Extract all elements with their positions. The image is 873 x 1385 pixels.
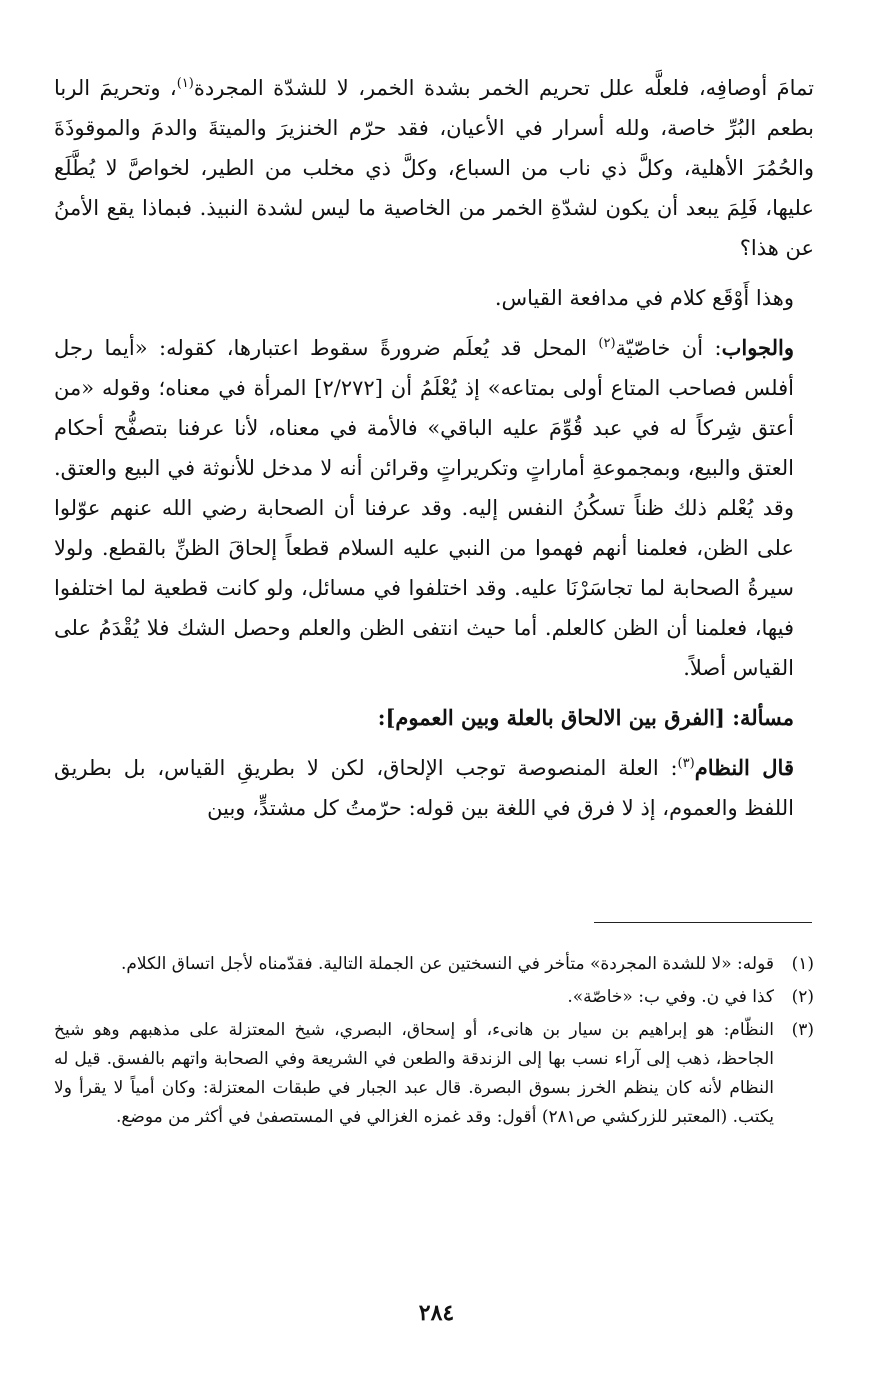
nazzam-lead: قال النظام: [694, 755, 794, 780]
footnote-number: (١): [791, 954, 814, 974]
main-text: [54, 68, 814, 828]
footnote-ref-1: (١): [176, 76, 194, 91]
paragraph-5: [54, 748, 814, 828]
footnote-text: كذا في ن. وفي ب: «خاصّة».: [567, 987, 774, 1007]
paragraph-1-text: تمامَ أوصافِه، فلعلَّه علل تحريم الخمر بشدة الخمر، لا للشدّة المجردة: [193, 76, 815, 100]
paragraph-1: [54, 68, 814, 268]
footnote-divider: [594, 922, 812, 923]
footnote-ref-2: (٢): [598, 336, 616, 351]
footnote-number: (٣): [791, 1020, 814, 1040]
footnote-text: قوله: «لا للشدة المجردة» متأخر في النسختين عن الجملة التالية. فقدّمناه لأجل اتساق الكلام.: [121, 954, 774, 974]
answer-lead: والجواب: [721, 335, 794, 360]
section-heading: [54, 698, 814, 738]
page-number: ٢٨٤: [418, 1300, 455, 1326]
issue-title: : [الفرق بين الالحاق بالعلة وبين العموم]:: [377, 705, 740, 730]
footnote-text: النظّام: هو إبراهيم بن سيار بن هانىء، أو إسحاق، البصري، شيخ المعتزلة على مذهبهم وهو شيخ الجاحظ، ذهب إلى آراء نسب بها إلى الزندقة والطعن في الشريعة وفي الصحابة واتهم بالفسق. قيل له النظام لأنه كان ينظم الخرز بسوق البصرة. قال عبد الجبار في طبقات المعتزلة: وكان أمياً لا يقرأ ولا يكتب. (المعتبر للزركشي ص٢٨١) أقول: وقد غمزه الغزالي في المستصفىٰ في أكثر من موضع.: [54, 1020, 774, 1127]
paragraph-1-tail: ، وتحريمَ الربا بطعم البُرِّ خاصة، ولله أسرار في الأعيان، فقد حرّم الخنزيرَ والميتةَ والدمَ والموقوذَةَ والحُمُرَ الأهلية، وكلَّ ذي ناب من السباع، وكلَّ ذي مخلب من الطير، لخواصَّ لا يُطَّلَع عليها، فَلِمَ يبعد أن يكون لشدّةِ الخمر من الخاصية ما ليس لشدة النبيذ. فبماذا يقع الأمنُ عن هذا؟: [54, 76, 814, 260]
footnotes: [54, 950, 814, 1136]
footnote-3: [54, 1016, 814, 1132]
paragraph-3-text-b: المحل قد يُعلَم ضرورةً سقوط اعتبارها، كقوله: «أيما رجل أفلس فصاحب المتاع أولى بمتاعه» إذ يُعْلَمُ أن [٢/٢٧٢] المرأة في معناه؛ وقوله «من أعتق شِركاً له في عبد قُوِّمَ عليه الباقي» فالأمة في معناه، لأنا عرفنا بتصفُّح أحكام العتق والبيع، وبمجموعةِ أماراتٍ وتكريراتٍ وقرائن أنه لا مدخل للأنوثة في البيع والعتق. وقد يُعْلم ذلك ظناً تسكُنُ النفس إليه. وقد عرفنا أن الصحابة رضي الله عنهم عوّلوا على الظن، فعلمنا أنهم فهموا من النبي عليه السلام قطعاً إلحاقَ الظنِّ بالقطع. ولولا سيرةُ الصحابة لما تجاسَرْنَا عليه. وقد اختلفوا في مسائل، ولو كانت قطعية لما اختلفوا فيها، فعلمنا أن الظن كالعلم. أما حيث انتفى الظن والعلم وحصل الشك فلا يُقْدَمُ على القياس أصلاً.: [54, 336, 794, 680]
paragraph-5-text: : العلة المنصوصة توجب الإلحاق، لكن لا بطريقِ القياس، بل بطريق اللفظ والعموم، إذ لا فرق في اللغة بين قوله: حرّمتُ كل مشتدٍّ، وبين: [54, 756, 794, 820]
paragraph-3-text-a: : أن خاصّيّة: [615, 336, 722, 360]
paragraph-2-text: وهذا أَوْقَع كلام في مدافعة القياس.: [494, 286, 794, 310]
footnote-2: [54, 983, 814, 1012]
footnote-ref-3: (٣): [677, 756, 695, 771]
issue-lead: مسألة: [739, 705, 794, 730]
footnote-1: [54, 950, 814, 979]
paragraph-3: [54, 328, 814, 688]
footnote-number: (٢): [791, 987, 814, 1007]
paragraph-2: [54, 278, 814, 318]
